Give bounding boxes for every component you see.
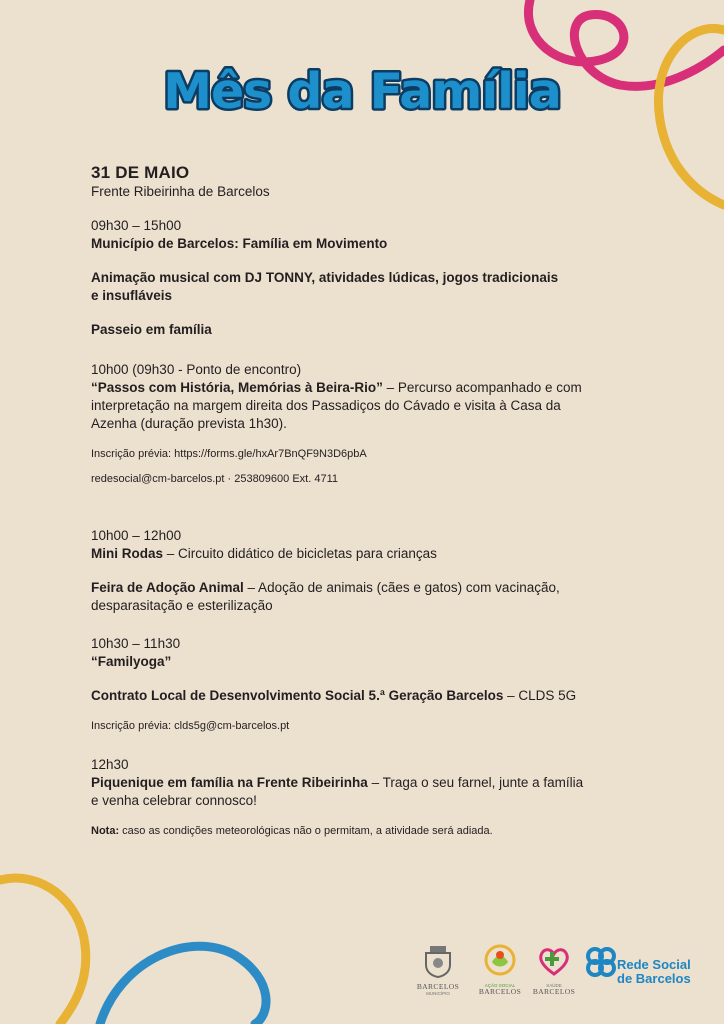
page-title: [0, 58, 724, 128]
session-1-activities: Animação musical com DJ TONNY, atividades lúdicas, jogos tradicionais e insufláveis: [91, 270, 559, 303]
session-1-time: 09h30 – 15h00: [91, 218, 182, 233]
event-date: 31 DE MAIO: [91, 163, 190, 182]
session-3-title: Mini Rodas: [91, 546, 164, 561]
session-5-organizer: Contrato Local de Desenvolvimento Social 5.ª Geração Barcelos – CLDS 5G: [91, 688, 577, 703]
session-1-walk: Passeio em família: [91, 322, 212, 337]
session-5-time: 10h30 – 11h30: [91, 636, 181, 651]
session-6-time: 12h30: [91, 757, 129, 772]
session-2-description: “Passos com História, Memórias à Beira-Rio” – Percurso acompanhado e com interpretação na margem direita dos Passadiços do Cávado e visita à Casa da Azenha (duração prevista 1h30).: [91, 380, 582, 431]
rede-social-text: Rede Social de Barcelos: [617, 957, 691, 986]
partner-logos: [410, 944, 710, 1004]
event-venue: Frente Ribeirinha de Barcelos: [91, 184, 270, 199]
session-3-time: 10h00 – 12h00: [91, 528, 182, 543]
session-1-title: Município de Barcelos: Família em Movimento: [91, 236, 388, 251]
event-program: [91, 163, 651, 839]
coat-of-arms-icon: [420, 944, 456, 978]
session-2-time: 10h00 (09h30 - Ponto de encontro): [91, 362, 302, 377]
logo-municipio-barcelos: BARCELOS MUNICÍPIO: [410, 944, 466, 996]
logo-rede-social: [584, 944, 618, 983]
session-5-registration[interactable]: Inscrição prévia: clds5g@cm-barcelos.pt: [91, 720, 290, 732]
session-6-description: Piquenique em família na Frente Ribeirinha – Traga o seu farnel, junte a família e venha celebrar connosco!: [91, 775, 584, 808]
yellow-ribbon-bottom: [0, 878, 86, 1024]
session-4-description: Feira de Adoção Animal – Adoção de animais (cães e gatos) com vacinação, desparasitação e esterilização: [91, 580, 560, 613]
logo-acao-social: AÇÃO SOCIAL BARCELOS: [472, 944, 528, 996]
hands-heart-icon: [480, 944, 520, 978]
session-2-registration[interactable]: Inscrição prévia: https://forms.gle/hxAr7BnQF9N3D6pbA: [91, 448, 367, 460]
session-2-title: “Passos com História, Memórias à Beira-Rio”: [91, 380, 383, 395]
session-5-title: “Familyoga”: [91, 654, 172, 669]
session-6-title: Piquenique em família na Frente Ribeirinha: [91, 775, 368, 790]
heart-cross-icon: [537, 944, 571, 978]
session-4-title: Feira de Adoção Animal: [91, 580, 244, 595]
network-knot-icon: [585, 944, 617, 978]
session-3-description: Mini Rodas – Circuito didático de bicicletas para crianças: [91, 546, 437, 561]
session-2-contact[interactable]: redesocial@cm-barcelos.pt · 253809600 Ext. 4711: [91, 473, 338, 485]
svg-text:Mês da Família: Mês da Família: [163, 63, 561, 120]
logo-saude-barcelos: SAÚDE BARCELOS: [532, 944, 576, 996]
weather-note: Nota: caso as condições meteorológicas não o permitam, a atividade será adiada.: [91, 825, 493, 837]
blue-ribbon-bottom: [100, 946, 266, 1024]
